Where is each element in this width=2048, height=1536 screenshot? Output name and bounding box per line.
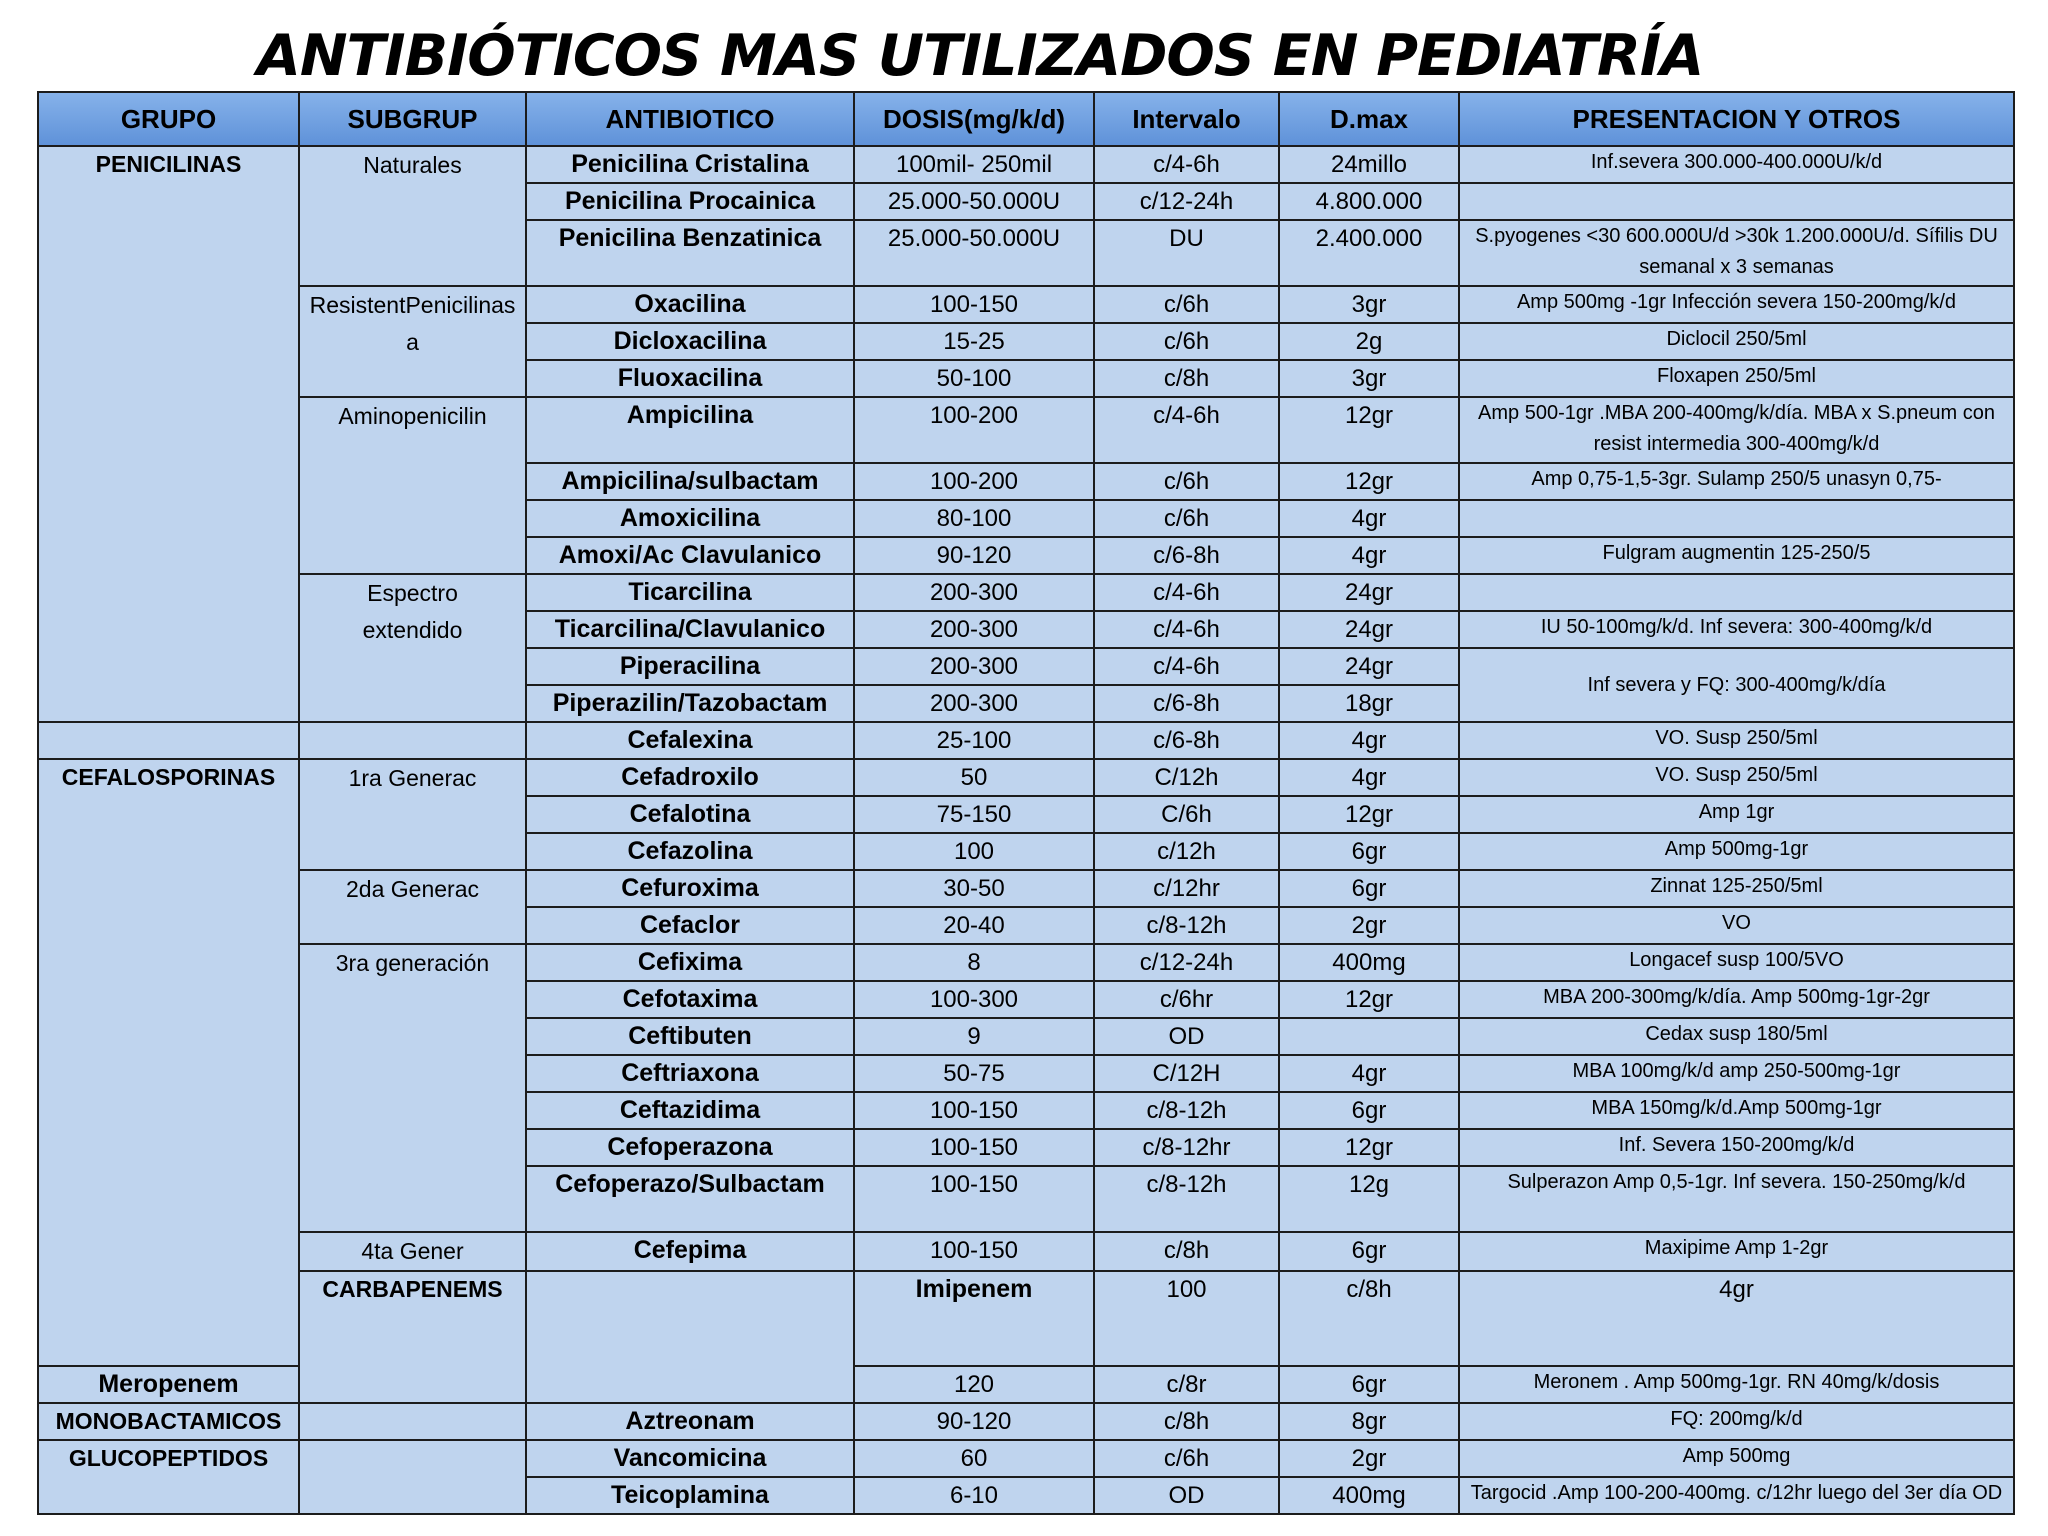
- antibiotic-cell: Ampicilina/sulbactam: [526, 463, 854, 500]
- antibiotic-cell: Dicloxacilina: [526, 323, 854, 360]
- dmax-cell: 12gr: [1279, 397, 1459, 463]
- presentation-cell: Meronem . Amp 500mg-1gr. RN 40mg/k/dosis: [1459, 1366, 2014, 1403]
- dmax-cell: 6gr: [1279, 1366, 1459, 1403]
- presentation-cell: Sulperazon Amp 0,5-1gr. Inf severa. 150-250mg/k/d: [1459, 1166, 2014, 1232]
- presentation-cell: Floxapen 250/5ml: [1459, 360, 2014, 397]
- dose-cell: 30-50: [854, 870, 1094, 907]
- dose-cell: 90-120: [854, 1403, 1094, 1440]
- antibiotic-cell: Aztreonam: [526, 1403, 854, 1440]
- dose-cell: 200-300: [854, 648, 1094, 685]
- dose-cell: 90-120: [854, 537, 1094, 574]
- interval-cell: C/12H: [1094, 1055, 1279, 1092]
- presentation-cell: [1459, 183, 2014, 220]
- table-row: [38, 722, 2014, 759]
- dmax-cell: 12gr: [1279, 1129, 1459, 1166]
- dose-cell: 50-75: [854, 1055, 1094, 1092]
- interval-cell: c/6h: [1094, 323, 1279, 360]
- table-row: [38, 1440, 2014, 1477]
- antibiotic-cell: Ticarcilina: [526, 574, 854, 611]
- subgroup-cell-empty: [526, 1271, 854, 1403]
- antibiotic-cell: Teicoplamina: [526, 1477, 854, 1514]
- dose-cell: 25-100: [854, 722, 1094, 759]
- dose-cell: 15-25: [854, 323, 1094, 360]
- dose-cell: 100-150: [854, 1092, 1094, 1129]
- dmax-cell: 4gr: [1459, 1271, 2014, 1366]
- antibiotic-cell: Fluoxacilina: [526, 360, 854, 397]
- dose-cell: 75-150: [854, 796, 1094, 833]
- page-title: ANTIBIÓTICOS MAS UTILIZADOS EN PEDIATRÍA: [256, 23, 1704, 89]
- dmax-cell: 24gr: [1279, 648, 1459, 685]
- antibiotic-cell: Ceftriaxona: [526, 1055, 854, 1092]
- antibiotic-cell: Ticarcilina/Clavulanico: [526, 611, 854, 648]
- interval-cell: c/12-24h: [1094, 944, 1279, 981]
- antibiotic-cell: Piperacilina: [526, 648, 854, 685]
- interval-cell: c/6-8h: [1094, 722, 1279, 759]
- dmax-cell: 4gr: [1279, 722, 1459, 759]
- dmax-cell: 6gr: [1279, 1232, 1459, 1271]
- group-cell: PENICILINAS: [38, 146, 299, 722]
- subgroup-cell: 1ra Generac: [299, 759, 526, 870]
- dmax-cell: 6gr: [1279, 1092, 1459, 1129]
- dmax-cell: 3gr: [1279, 286, 1459, 323]
- dmax-cell: [1279, 1018, 1459, 1055]
- antibiotic-cell: Piperazilin/Tazobactam: [526, 685, 854, 722]
- presentation-cell: VO. Susp 250/5ml: [1459, 759, 2014, 796]
- interval-cell: c/4-6h: [1094, 397, 1279, 463]
- antibiotic-cell: Cefotaxima: [526, 981, 854, 1018]
- dmax-cell: 6gr: [1279, 870, 1459, 907]
- presentation-cell: IU 50-100mg/k/d. Inf severa: 300-400mg/k/d: [1459, 611, 2014, 648]
- dose-cell: 20-40: [854, 907, 1094, 944]
- interval-cell: c/6h: [1094, 1440, 1279, 1477]
- interval-cell: c/4-6h: [1094, 648, 1279, 685]
- presentation-cell: FQ: 200mg/k/d: [1459, 1403, 2014, 1440]
- presentation-cell: Zinnat 125-250/5ml: [1459, 870, 2014, 907]
- dmax-cell: 8gr: [1279, 1403, 1459, 1440]
- interval-cell: c/8h: [1094, 360, 1279, 397]
- group-cell: GLUCOPEPTIDOS: [38, 1440, 299, 1514]
- interval-cell: c/8-12h: [1094, 907, 1279, 944]
- dmax-cell: 2g: [1279, 323, 1459, 360]
- antibiotic-cell: Penicilina Benzatinica: [526, 220, 854, 286]
- dmax-cell: 24millo: [1279, 146, 1459, 183]
- interval-cell: c/6hr: [1094, 981, 1279, 1018]
- dmax-cell: 12gr: [1279, 981, 1459, 1018]
- table-row: [38, 146, 2014, 183]
- presentation-cell: Cedax susp 180/5ml: [1459, 1018, 2014, 1055]
- table-row: [38, 944, 2014, 981]
- presentation-cell: Amp 500mg -1gr Infección severa 150-200mg/k/d: [1459, 286, 2014, 323]
- antibiotic-cell: Ampicilina: [526, 397, 854, 463]
- interval-cell: OD: [1094, 1477, 1279, 1514]
- dose-cell: 200-300: [854, 685, 1094, 722]
- interval-cell: c/12hr: [1094, 870, 1279, 907]
- interval-cell: c/8h: [1279, 1271, 1459, 1366]
- group-cell: CEFALOSPORINAS: [38, 759, 299, 1366]
- antibiotic-cell: Imipenem: [854, 1271, 1094, 1366]
- interval-cell: c/8-12h: [1094, 1166, 1279, 1232]
- dose-cell: 6-10: [854, 1477, 1094, 1514]
- dose-cell: 100: [854, 833, 1094, 870]
- dose-cell: 200-300: [854, 611, 1094, 648]
- dmax-cell: 400mg: [1279, 944, 1459, 981]
- antibiotic-cell: Cefixima: [526, 944, 854, 981]
- dmax-cell: 4gr: [1279, 1055, 1459, 1092]
- interval-cell: c/6h: [1094, 463, 1279, 500]
- dose-cell: 100-200: [854, 463, 1094, 500]
- dose-cell: 100-150: [854, 286, 1094, 323]
- dose-cell: 100-300: [854, 981, 1094, 1018]
- dmax-cell: 4gr: [1279, 759, 1459, 796]
- header-dmax: D.max: [1279, 92, 1459, 146]
- presentation-cell: Targocid .Amp 100-200-400mg. c/12hr luego del 3er día OD: [1459, 1477, 2014, 1514]
- interval-cell: c/6h: [1094, 286, 1279, 323]
- header-subgrupo: SUBGRUP: [299, 92, 526, 146]
- dmax-cell: 24gr: [1279, 611, 1459, 648]
- dmax-cell: 2.400.000: [1279, 220, 1459, 286]
- presentation-cell: Inf severa y FQ: 300-400mg/k/día: [1459, 648, 2014, 722]
- antibiotic-cell: Cefoperazo/Sulbactam: [526, 1166, 854, 1232]
- header-dosis: DOSIS(mg/k/d): [854, 92, 1094, 146]
- dose-cell: 9: [854, 1018, 1094, 1055]
- subgroup-cell: 4ta Gener: [299, 1232, 526, 1271]
- subgroup-cell-empty: [299, 722, 526, 759]
- header-row: [38, 92, 2014, 146]
- interval-cell: c/4-6h: [1094, 611, 1279, 648]
- presentation-cell: VO. Susp 250/5ml: [1459, 722, 2014, 759]
- dmax-cell: 12gr: [1279, 463, 1459, 500]
- presentation-cell: MBA 100mg/k/d amp 250-500mg-1gr: [1459, 1055, 2014, 1092]
- subgroup-cell: Naturales: [299, 146, 526, 286]
- dose-cell: 8: [854, 944, 1094, 981]
- dose-cell: 25.000-50.000U: [854, 183, 1094, 220]
- table-row: [38, 1403, 2014, 1440]
- antibiotic-cell: Cefuroxima: [526, 870, 854, 907]
- table-row: [38, 870, 2014, 907]
- presentation-cell: Fulgram augmentin 125-250/5: [1459, 537, 2014, 574]
- presentation-cell: Diclocil 250/5ml: [1459, 323, 2014, 360]
- interval-cell: c/6h: [1094, 500, 1279, 537]
- group-cell-empty: [38, 722, 299, 759]
- antibiotic-cell: Amoxicilina: [526, 500, 854, 537]
- antibiotic-cell: Cefaclor: [526, 907, 854, 944]
- interval-cell: c/8h: [1094, 1232, 1279, 1271]
- presentation-cell: MBA 200-300mg/k/día. Amp 500mg-1gr-2gr: [1459, 981, 2014, 1018]
- dmax-cell: 400mg: [1279, 1477, 1459, 1514]
- dmax-cell: 24gr: [1279, 574, 1459, 611]
- dmax-cell: 12g: [1279, 1166, 1459, 1232]
- antibiotic-cell: Penicilina Cristalina: [526, 146, 854, 183]
- presentation-cell: Amp 500mg-1gr: [1459, 833, 2014, 870]
- dmax-cell: 4.800.000: [1279, 183, 1459, 220]
- presentation-cell: Maxipime Amp 1-2gr: [1459, 1232, 2014, 1271]
- presentation-cell: MBA 150mg/k/d.Amp 500mg-1gr: [1459, 1092, 2014, 1129]
- interval-cell: c/8r: [1094, 1366, 1279, 1403]
- interval-cell: c/6-8h: [1094, 537, 1279, 574]
- presentation-cell: Amp 500-1gr .MBA 200-400mg/k/día. MBA x S.pneum con resist intermedia 300-400mg/k/d: [1459, 397, 2014, 463]
- header-presentacion: PRESENTACION Y OTROS: [1459, 92, 2014, 146]
- interval-cell: c/6-8h: [1094, 685, 1279, 722]
- table-row: [38, 1232, 2014, 1271]
- presentation-cell: Amp 0,75-1,5-3gr. Sulamp 250/5 unasyn 0,75-: [1459, 463, 2014, 500]
- interval-cell: OD: [1094, 1018, 1279, 1055]
- presentation-cell: [1459, 574, 2014, 611]
- dose-cell: 50-100: [854, 360, 1094, 397]
- presentation-cell: Amp 500mg: [1459, 1440, 2014, 1477]
- dose-cell: 50: [854, 759, 1094, 796]
- dmax-cell: 4gr: [1279, 537, 1459, 574]
- dose-cell: 60: [854, 1440, 1094, 1477]
- antibiotic-cell: Meropenem: [38, 1366, 299, 1403]
- dose-cell: 100-150: [854, 1232, 1094, 1271]
- antibiotic-cell: Cefazolina: [526, 833, 854, 870]
- antibiotics-table: [37, 91, 2015, 1515]
- presentation-cell: Amp 1gr: [1459, 796, 2014, 833]
- interval-cell: DU: [1094, 220, 1279, 286]
- presentation-cell: Longacef susp 100/5VO: [1459, 944, 2014, 981]
- interval-cell: c/8-12h: [1094, 1092, 1279, 1129]
- group-cell: MONOBACTAMICOS: [38, 1403, 299, 1440]
- antibiotic-cell: Cefalexina: [526, 722, 854, 759]
- subgroup-cell: 2da Generac: [299, 870, 526, 944]
- dose-cell: 100-150: [854, 1129, 1094, 1166]
- antibiotic-cell: Amoxi/Ac Clavulanico: [526, 537, 854, 574]
- presentation-cell: S.pyogenes <30 600.000U/d >30k 1.200.000U/d. Sífilis DU semanal x 3 semanas: [1459, 220, 2014, 286]
- presentation-cell: Inf.severa 300.000-400.000U/k/d: [1459, 146, 2014, 183]
- dose-cell: 120: [854, 1366, 1094, 1403]
- dose-cell: 100: [1094, 1271, 1279, 1366]
- header-intervalo: Intervalo: [1094, 92, 1279, 146]
- dose-cell: 25.000-50.000U: [854, 220, 1094, 286]
- dmax-cell: 2gr: [1279, 1440, 1459, 1477]
- subgroup-cell-empty: [299, 1403, 526, 1440]
- interval-cell: c/4-6h: [1094, 574, 1279, 611]
- dmax-cell: 2gr: [1279, 907, 1459, 944]
- antibiotic-cell: Oxacilina: [526, 286, 854, 323]
- table-row: [38, 574, 2014, 611]
- antibiotic-cell: Cefadroxilo: [526, 759, 854, 796]
- dmax-cell: 4gr: [1279, 500, 1459, 537]
- dmax-cell: 6gr: [1279, 833, 1459, 870]
- antibiotic-cell: Vancomicina: [526, 1440, 854, 1477]
- table-row: [38, 397, 2014, 463]
- subgroup-cell: Aminopenicilin: [299, 397, 526, 574]
- subgroup-cell: 3ra generación: [299, 944, 526, 1232]
- dose-cell: 100-150: [854, 1166, 1094, 1232]
- dose-cell: 200-300: [854, 574, 1094, 611]
- antibiotic-cell: Penicilina Procainica: [526, 183, 854, 220]
- antibiotic-cell: Cefalotina: [526, 796, 854, 833]
- dose-cell: 100mil- 250mil: [854, 146, 1094, 183]
- interval-cell: c/4-6h: [1094, 146, 1279, 183]
- interval-cell: C/6h: [1094, 796, 1279, 833]
- group-cell: CARBAPENEMS: [299, 1271, 526, 1403]
- subgroup-cell: ResistentPenicilinasa: [299, 286, 526, 397]
- interval-cell: C/12h: [1094, 759, 1279, 796]
- presentation-cell: [1459, 500, 2014, 537]
- interval-cell: c/8h: [1094, 1403, 1279, 1440]
- antibiotic-cell: Ceftazidima: [526, 1092, 854, 1129]
- presentation-cell: VO: [1459, 907, 2014, 944]
- header-antibiotico: ANTIBIOTICO: [526, 92, 854, 146]
- dmax-cell: 3gr: [1279, 360, 1459, 397]
- presentation-cell: Inf. Severa 150-200mg/k/d: [1459, 1129, 2014, 1166]
- dose-cell: 80-100: [854, 500, 1094, 537]
- dose-cell: 100-200: [854, 397, 1094, 463]
- interval-cell: c/12-24h: [1094, 183, 1279, 220]
- interval-cell: c/12h: [1094, 833, 1279, 870]
- header-grupo: GRUPO: [38, 92, 299, 146]
- dmax-cell: 12gr: [1279, 796, 1459, 833]
- antibiotic-cell: Ceftibuten: [526, 1018, 854, 1055]
- table-row: [38, 1271, 2014, 1366]
- subgroup-cell: Espectro extendido: [299, 574, 526, 722]
- antibiotic-cell: Cefepima: [526, 1232, 854, 1271]
- dmax-cell: 18gr: [1279, 685, 1459, 722]
- table-row: [38, 286, 2014, 323]
- subgroup-cell-empty: [299, 1440, 526, 1514]
- antibiotic-cell: Cefoperazona: [526, 1129, 854, 1166]
- interval-cell: c/8-12hr: [1094, 1129, 1279, 1166]
- table-row: [38, 759, 2014, 796]
